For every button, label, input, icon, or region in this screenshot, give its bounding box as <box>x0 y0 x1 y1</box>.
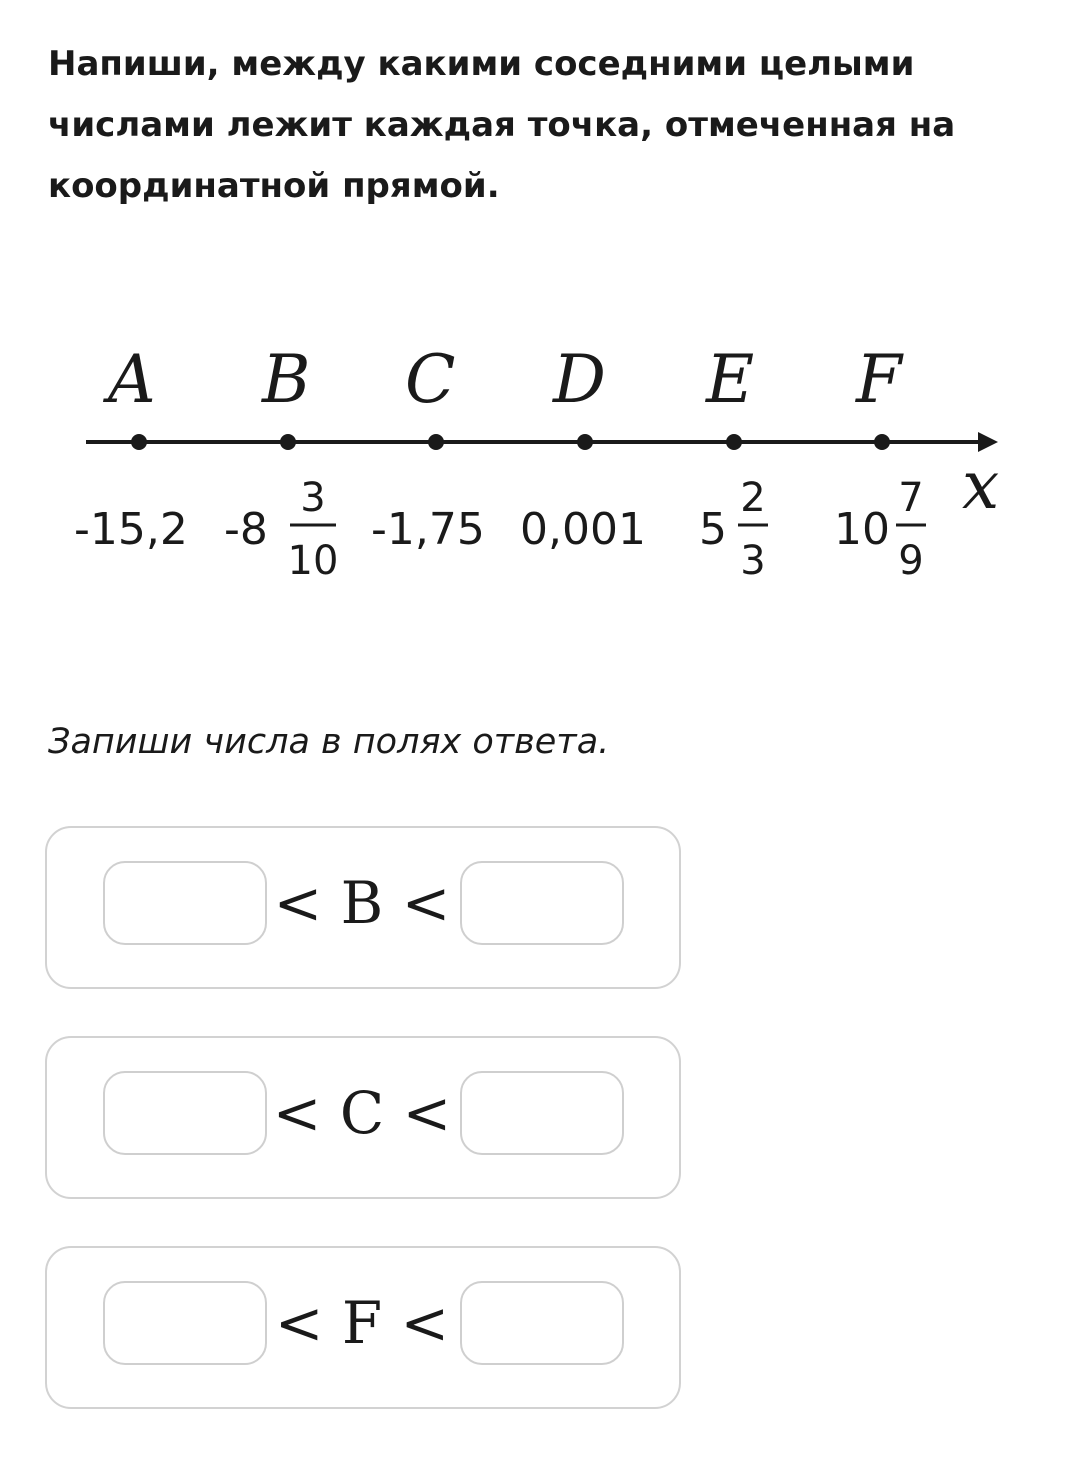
answer-f-lower-input[interactable] <box>103 1281 267 1365</box>
point-dot-d <box>577 434 593 450</box>
axis-label: x <box>962 447 1000 524</box>
point-letter-d: D <box>553 341 606 418</box>
point-dot-f <box>874 434 890 450</box>
point-letter-e: E <box>706 341 755 418</box>
point-letter-c: C <box>405 341 456 418</box>
point-value-f-denominator: 9 <box>898 538 924 584</box>
task-title: Напиши, между какими соседними целыми числами лежит каждая точка, отмеченная на координатной прямой. <box>48 44 956 206</box>
answer-b-relation: < B < <box>273 869 451 937</box>
instruction-text: Запиши числа в полях ответа. <box>48 722 610 762</box>
answer-b-upper-input[interactable] <box>460 861 624 945</box>
point-value-b-whole: -8 <box>224 504 268 555</box>
answer-b-lower-input[interactable] <box>103 861 267 945</box>
answer-c-lower-input[interactable] <box>103 1071 267 1155</box>
point-value-e-denominator: 3 <box>740 538 766 584</box>
point-dot-b <box>280 434 296 450</box>
point-letter-a: A <box>108 341 156 418</box>
point-value-f-whole: 10 <box>834 504 890 555</box>
point-value-b-numerator: 3 <box>300 475 326 521</box>
answer-card-f <box>45 1246 681 1409</box>
number-line <box>0 0 1080 640</box>
answer-f-relation: < F < <box>274 1289 450 1357</box>
point-value-e-numerator: 2 <box>740 475 766 521</box>
answer-c-relation: < C < <box>272 1079 452 1147</box>
point-value-c: -1,75 <box>371 504 485 555</box>
point-dot-a <box>131 434 147 450</box>
point-value-e-whole: 5 <box>699 504 727 555</box>
point-value-a: -15,2 <box>74 504 188 555</box>
point-value-d: 0,001 <box>520 504 646 555</box>
point-value-f-numerator: 7 <box>898 475 924 521</box>
point-letter-b: B <box>262 341 311 418</box>
answer-c-upper-input[interactable] <box>460 1071 624 1155</box>
point-letter-f: F <box>856 341 902 418</box>
point-value-b-denominator: 10 <box>287 538 339 584</box>
answer-card-c <box>45 1036 681 1199</box>
answer-card-b <box>45 826 681 989</box>
point-dot-c <box>428 434 444 450</box>
answer-f-upper-input[interactable] <box>460 1281 624 1365</box>
point-dot-e <box>726 434 742 450</box>
